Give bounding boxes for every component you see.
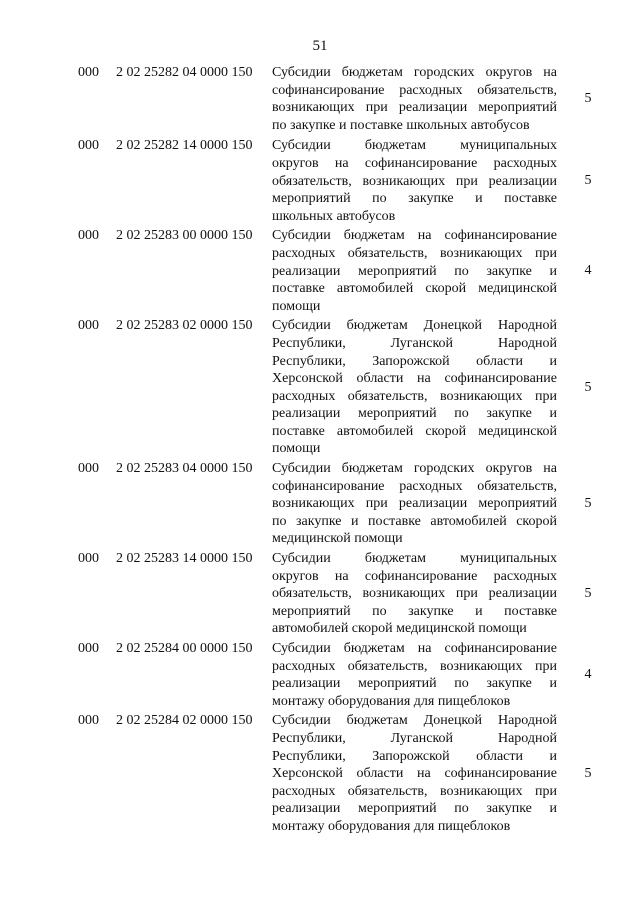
admin-code: 000 — [78, 461, 99, 477]
value-cell: 5 — [584, 379, 592, 395]
description-line: Субсидии бюджетам городских округов на — [272, 461, 557, 477]
value-cell: 5 — [584, 91, 592, 107]
description-line: округов на софинансирование расходных — [272, 155, 557, 171]
budget-classification-code: 2 02 25283 14 0000 150 — [116, 551, 253, 567]
income-description — [272, 460, 557, 548]
description-line: монтажу оборудования для пищеблоков — [272, 693, 511, 709]
admin-code: 000 — [78, 551, 99, 567]
description-line: Субсидии бюджетам городских округов на — [272, 65, 557, 80]
income-description — [272, 317, 557, 458]
table-row — [0, 640, 640, 710]
budget-classification-code: 2 02 25283 02 0000 150 — [116, 318, 253, 334]
admin-code: 000 — [78, 713, 99, 729]
description-line: автомобилей скорой медицинской помощи — [272, 621, 527, 637]
budget-classification-code: 2 02 25284 02 0000 150 — [116, 713, 253, 729]
description-line: Субсидии бюджетам Донецкой Народной — [272, 713, 557, 729]
table-row — [0, 64, 640, 134]
table-row — [0, 317, 640, 458]
value-cell: 5 — [584, 173, 592, 189]
budget-code-table — [0, 64, 640, 836]
income-description — [272, 137, 557, 225]
description-line: софинансирование расходных обязательств, — [272, 82, 557, 98]
admin-code: 000 — [78, 318, 99, 334]
description-line: расходных обязательств, возникающих при — [272, 783, 557, 799]
budget-classification-code: 2 02 25282 04 0000 150 — [116, 65, 253, 80]
description-line: Херсонской области на софинансирование — [272, 371, 557, 387]
description-line: расходных обязательств, возникающих при — [272, 245, 557, 261]
description-line: обязательств, возникающих при реализации — [272, 173, 557, 189]
description-line: поставке автомобилей скорой медицинской — [272, 281, 557, 297]
table-row — [0, 460, 640, 548]
budget-classification-code: 2 02 25282 14 0000 150 — [116, 138, 253, 154]
description-line: медицинской помощи — [272, 531, 403, 547]
description-line: софинансирование расходных обязательств, — [272, 478, 557, 494]
description-line: Республики, Запорожской области и — [272, 353, 557, 369]
description-line: Республики, Луганской Народной — [272, 335, 557, 351]
admin-code: 000 — [78, 65, 99, 80]
description-line: мероприятий по закупке и поставке — [272, 603, 557, 619]
page-number: 51 — [312, 38, 328, 54]
description-line: Республики, Запорожской области и — [272, 748, 557, 764]
description-line: монтажу оборудования для пищеблоков — [272, 818, 511, 834]
value-cell: 5 — [584, 586, 592, 602]
income-description — [272, 712, 557, 835]
admin-code: 000 — [78, 138, 99, 154]
table-row — [0, 712, 640, 835]
budget-classification-code: 2 02 25283 04 0000 150 — [116, 461, 253, 477]
description-line: возникающих при реализации мероприятий — [272, 496, 557, 512]
description-line: Субсидии бюджетам Донецкой Народной — [272, 318, 557, 334]
admin-code: 000 — [78, 641, 99, 656]
description-line: Субсидии бюджетам муниципальных — [272, 138, 557, 154]
description-line: мероприятий по закупке и поставке — [272, 191, 557, 207]
table-row — [0, 137, 640, 225]
description-line: Херсонской области на софинансирование — [272, 766, 557, 782]
description-line: школьных автобусов — [272, 208, 396, 224]
description-line: Субсидии бюджетам муниципальных — [272, 551, 557, 567]
budget-classification-code: 2 02 25284 00 0000 150 — [116, 641, 253, 656]
value-cell: 5 — [584, 766, 592, 782]
description-line: реализации мероприятий по закупке и — [272, 406, 557, 422]
description-line: помощи — [272, 441, 321, 457]
description-line: обязательств, возникающих при реализации — [272, 586, 557, 602]
income-description — [272, 64, 557, 134]
description-line: Субсидии бюджетам на софинансирование — [272, 228, 557, 244]
description-line: реализации мероприятий по закупке и — [272, 676, 557, 692]
table-row — [0, 227, 640, 315]
description-line: реализации мероприятий по закупке и — [272, 801, 557, 817]
description-line: по закупке и поставке автомобилей скорой — [272, 513, 557, 529]
value-cell: 4 — [584, 667, 592, 683]
description-line: расходных обязательств, возникающих при — [272, 658, 557, 674]
description-line: расходных обязательств, возникающих при — [272, 388, 557, 404]
description-line: Субсидии бюджетам на софинансирование — [272, 641, 557, 656]
description-line: округов на софинансирование расходных — [272, 568, 557, 584]
description-line: возникающих при реализации мероприятий — [272, 100, 557, 116]
value-cell: 4 — [584, 263, 592, 279]
description-line: по закупке и поставке школьных автобусов — [272, 117, 530, 133]
income-description — [272, 227, 557, 315]
description-line: реализации мероприятий по закупке и — [272, 263, 557, 279]
description-line: Республики, Луганской Народной — [272, 730, 557, 746]
income-description — [272, 550, 557, 638]
description-line: помощи — [272, 298, 321, 314]
budget-classification-code: 2 02 25283 00 0000 150 — [116, 228, 253, 244]
income-description — [272, 640, 557, 710]
admin-code: 000 — [78, 228, 99, 244]
description-line: поставке автомобилей скорой медицинской — [272, 423, 557, 439]
table-row — [0, 550, 640, 638]
value-cell: 5 — [584, 496, 592, 512]
